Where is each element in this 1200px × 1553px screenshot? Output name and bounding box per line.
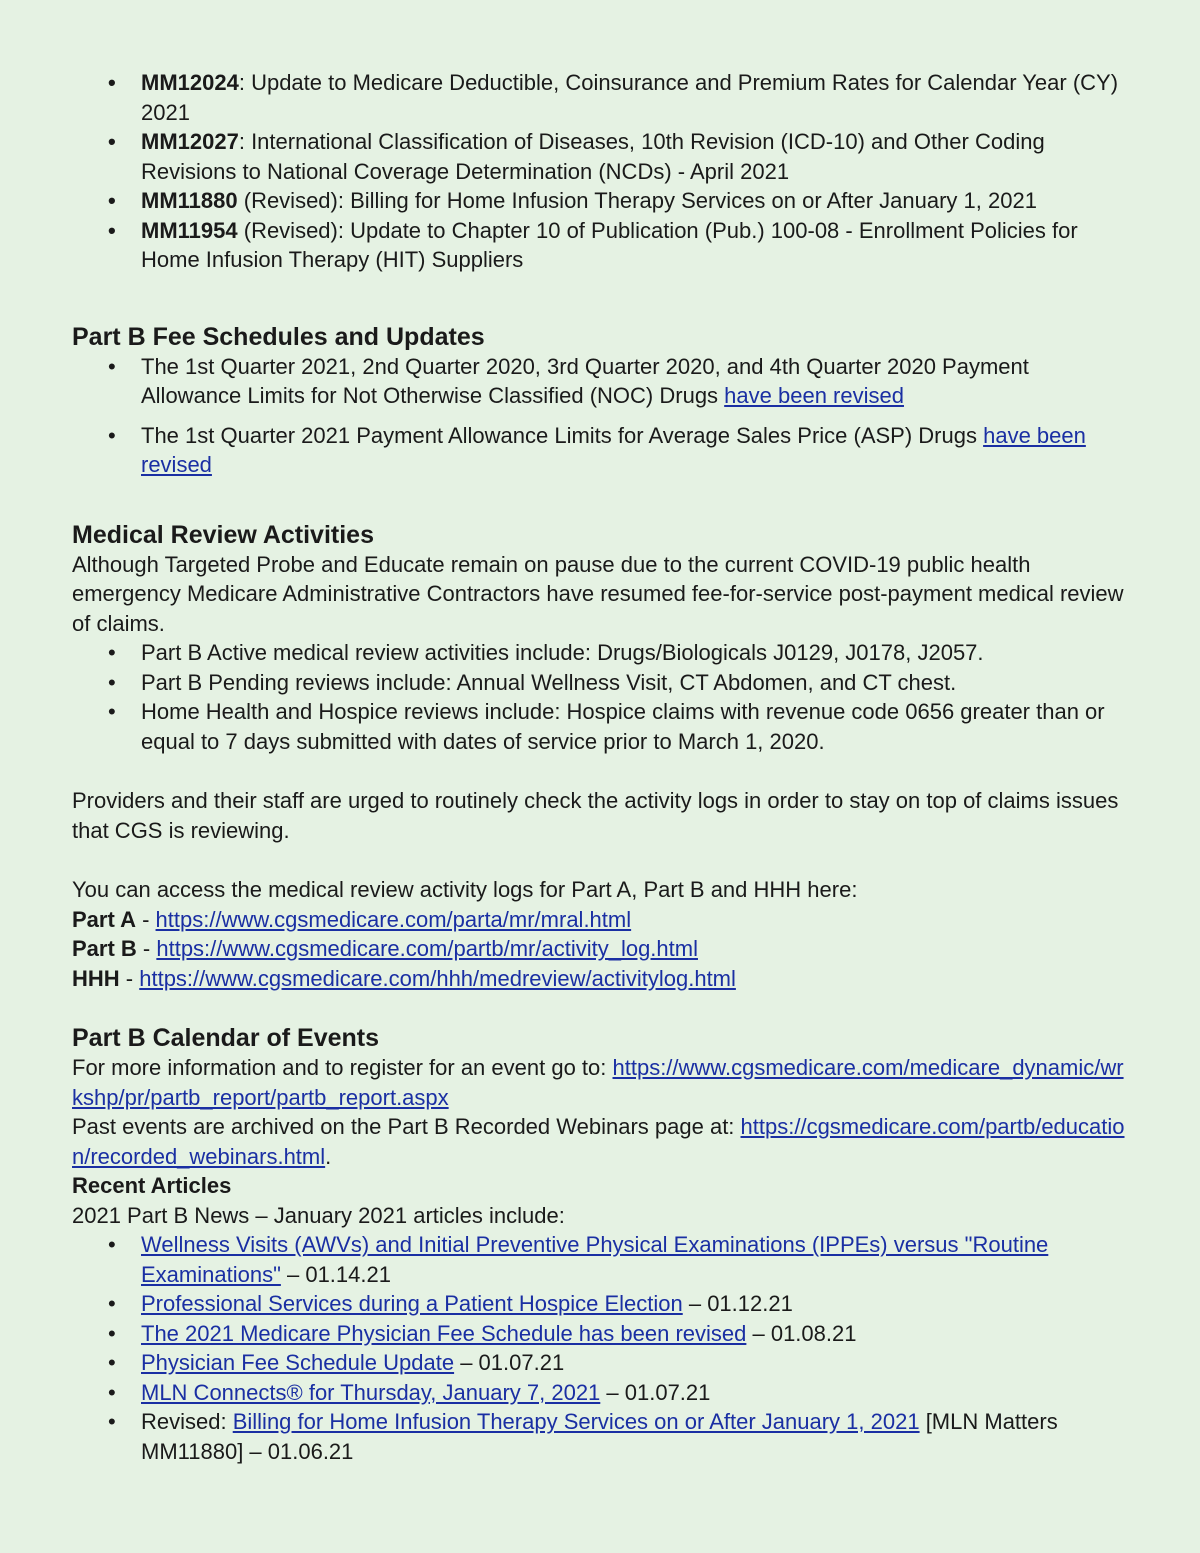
mm-code: MM11880: [141, 188, 238, 213]
list-item: [72, 216, 1132, 275]
part-b-log-link[interactable]: https://www.cgsmedicare.com/partb/mr/activity_log.html: [156, 936, 698, 961]
mm-text: : International Classification of Diseases, 10th Revision (ICD-10) and Other Coding Revisions to National Coverage Determination (NCDs) - April 2021: [141, 129, 1045, 184]
activity-logs-urge: Providers and their staff are urged to routinely check the activity logs in order to stay on top of claims issues that CGS is reviewing.: [72, 788, 1119, 843]
medical-review-intro: Although Targeted Probe and Educate remain on pause due to the current COVID-19 public health emergency Medicare Administrative Contractors have resumed fee-for-service post-payment medical review of claims.: [72, 551, 1124, 636]
hhh-log-link[interactable]: https://www.cgsmedicare.com/hhh/medreview/activitylog.html: [139, 965, 736, 991]
fee-schedules-list: [72, 352, 1132, 480]
recorded-webinars-link[interactable]: https://cgsmedicare.com/partb/education/recorded_webinars.html: [72, 1114, 1125, 1169]
mm-code: MM12024: [141, 70, 239, 95]
list-item: [72, 421, 1132, 480]
article-date: – 01.07.21: [600, 1379, 711, 1405]
period: .: [325, 1143, 332, 1169]
fee-schedules-heading: Part B Fee Schedules and Updates: [72, 322, 485, 351]
log-label: HHH: [72, 965, 120, 991]
recent-articles-list: [72, 1230, 1132, 1466]
register-line: [72, 1053, 1132, 1112]
calendar-heading: Part B Calendar of Events: [72, 1024, 380, 1052]
log-label: Part B: [72, 936, 137, 961]
recent-articles-heading: [72, 1171, 1132, 1201]
spacer: [72, 756, 1132, 786]
mm-text: : Update to Medicare Deductible, Coinsurance and Premium Rates for Calendar Year (CY) 2021: [141, 70, 1119, 125]
recent-articles-label: Recent Articles: [72, 1173, 232, 1198]
spacer: [72, 993, 1132, 1023]
register-link[interactable]: https://www.cgsmedicare.com/medicare_dynamic/wrkshp/pr/partb_report/partb_report.aspx: [72, 1055, 1124, 1110]
article-link-home-infusion[interactable]: Billing for Home Infusion Therapy Services on or After January 1, 2021: [232, 1409, 920, 1434]
asp-drugs-revised-link[interactable]: have been revised: [141, 422, 1086, 477]
mm-code: MM12027: [141, 129, 239, 154]
mm-text: (Revised): Billing for Home Infusion Therapy Services on or After January 1, 2021: [237, 188, 1037, 213]
list-item: [72, 1319, 1132, 1349]
register-text: For more information and to register for an event go to:: [72, 1055, 613, 1080]
activity-logs-intro: You can access the medical review activity logs for Part A, Part B and HHH here:: [72, 877, 858, 902]
article-date: – 01.08.21: [746, 1320, 857, 1346]
spacer: [72, 490, 1132, 520]
separator: -: [136, 936, 157, 961]
list-item: • Home Health and Hospice reviews include: Hospice claims with revenue code 0656 greater than or equal to 7 days submitted with dates of service prior to March 1, 2020.: [72, 697, 1132, 756]
article-link-fee-schedule-revised[interactable]: The 2021 Medicare Physician Fee Schedule has been revised: [141, 1320, 747, 1346]
article-link-wellness-visits[interactable]: Wellness Visits (AWVs) and Initial Preventive Physical Examinations (IPPEs) versus "Routine Examinations": [141, 1232, 1049, 1287]
list-item: [72, 1230, 1132, 1289]
medical-review-heading: Medical Review Activities: [72, 520, 374, 549]
list-item: [72, 186, 1132, 216]
article-link-fee-schedule-update[interactable]: Physician Fee Schedule Update: [141, 1350, 455, 1375]
list-item: [72, 352, 1132, 411]
article-date: – 01.12.21: [682, 1291, 793, 1316]
part-a-log-line: [72, 905, 1132, 935]
article-link-mln-connects[interactable]: MLN Connects® for Thursday, January 7, 2021: [141, 1379, 601, 1405]
part-a-log-link[interactable]: https://www.cgsmedicare.com/parta/mr/mral.html: [155, 906, 632, 932]
article-date: – 01.14.21: [280, 1261, 391, 1287]
list-item: [72, 1407, 1132, 1466]
article-date: [MLN Matters MM11880] – 01.06.21: [141, 1409, 1058, 1464]
fee-item-text: The 1st Quarter 2021 Payment Allowance Limits for Average Sales Price (ASP) Drugs: [141, 422, 984, 448]
article-date: – 01.07.21: [454, 1350, 565, 1375]
noc-drugs-revised-link[interactable]: have been revised: [724, 383, 904, 408]
list-item: [72, 1348, 1132, 1378]
separator: -: [119, 965, 140, 991]
mm-text: (Revised): Update to Chapter 10 of Publication (Pub.) 100-08 - Enrollment Policies for Home Infusion Therapy (HIT) Suppliers: [141, 217, 1078, 272]
mm-code: MM11954: [141, 217, 238, 243]
list-item: [72, 127, 1132, 186]
separator: -: [135, 906, 156, 932]
past-events-line: [72, 1112, 1132, 1171]
list-item: [72, 1289, 1132, 1319]
medical-review-list: [72, 638, 1132, 756]
article-prefix: Revised:: [141, 1409, 233, 1434]
fee-item-text: The 1st Quarter 2021, 2nd Quarter 2020, 3rd Quarter 2020, and 4th Quarter 2020 Payment Allowance Limits for Not Otherwise Classified (NOC) Drugs: [141, 353, 1029, 408]
list-item: • Part B Pending reviews include: Annual Wellness Visit, CT Abdomen, and CT chest.: [72, 668, 1132, 698]
list-item: [72, 1378, 1132, 1408]
news-intro: 2021 Part B News – January 2021 articles include:: [72, 1202, 565, 1228]
hhh-log-line: [72, 964, 1132, 994]
list-item: • Part B Active medical review activities include: Drugs/Biologicals J0129, J0178, J2057.: [72, 638, 1132, 668]
past-events-text: Past events are archived on the Part B Recorded Webinars page at:: [72, 1114, 741, 1139]
part-b-log-line: [72, 934, 1132, 964]
list-item: [72, 68, 1132, 127]
spacer: [72, 845, 1132, 875]
article-link-hospice-election[interactable]: Professional Services during a Patient Hospice Election: [141, 1291, 683, 1316]
mm-article-list: [72, 68, 1132, 275]
spacer: [72, 275, 1132, 322]
log-label: Part A: [72, 906, 136, 932]
